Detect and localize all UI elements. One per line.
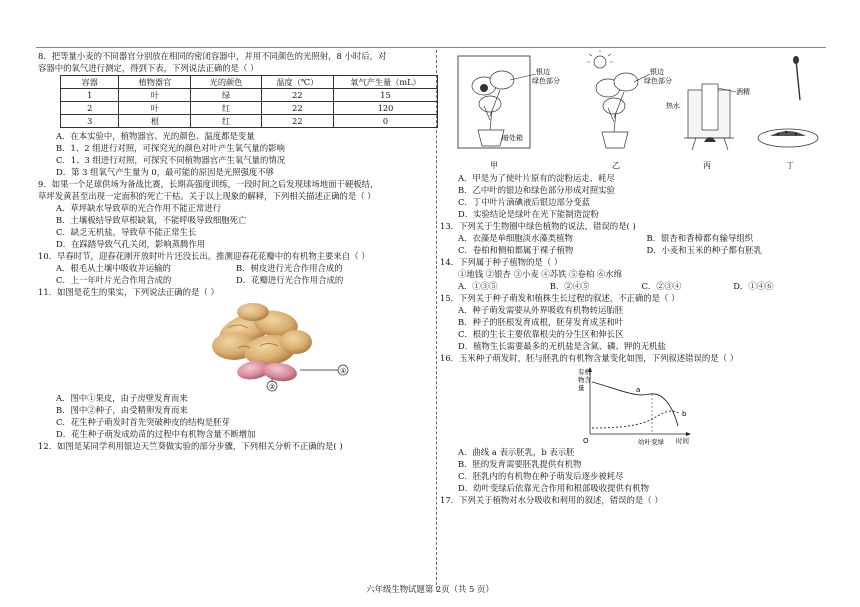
q13-option-d: D．小麦和玉米的种子都有胚乳: [646, 245, 763, 255]
question-8: [38, 50, 438, 178]
q8-table-header: [61, 76, 438, 89]
q16-option-c: C．胚乳内的有机物在种子萌发后逐步被耗尽: [458, 471, 624, 481]
question-17: [440, 494, 825, 506]
q17-stem: 17．下列关于植物对水分吸收和利用的叙述，错误的是（ ）: [440, 495, 663, 505]
peanut-shell: [212, 303, 312, 368]
table-cell: 0: [334, 115, 438, 128]
question-11: [38, 286, 438, 440]
q16-option-b: B．胚的发育需要胚乳提供有机物: [458, 459, 582, 469]
yi-label-silver: 银边: [650, 68, 664, 76]
q13-option-a: A．衣藻是单细胞淡水藻类植物: [458, 233, 573, 243]
curve-b-label: b: [682, 410, 687, 418]
q8-stem-line1: 8．把等量小麦的不同器官分别放在相同的密闭容器中，并用不同颜色的光照射，8 小时后，对: [38, 51, 387, 61]
jia-label-box: 暗处箱: [502, 134, 523, 142]
peanut-illustration: [38, 298, 438, 392]
q10-options-row1: [38, 262, 438, 274]
q8-option-c: C．1、3 组进行对照，可探究不同植物器官产生氧气量的情况: [56, 155, 286, 165]
q16-graph-figure: [440, 364, 825, 446]
graph-origin: O: [583, 437, 589, 445]
geranium-experiment-figure: [440, 50, 825, 172]
q8-col-header: 光的颜色: [191, 76, 261, 89]
label-2: ②: [269, 383, 276, 391]
table-cell: 15: [334, 89, 438, 102]
table-cell: 绿: [191, 89, 261, 102]
q11-option-a: A．图中①果皮，由子房壁发育而来: [56, 393, 188, 403]
bing-label-alcohol: 酒精: [736, 88, 750, 96]
peanut-figure: [38, 298, 438, 392]
q10-option-c: C．上一年叶片光合作用合成的: [56, 275, 172, 285]
graph-xlabel: 时间: [676, 437, 689, 445]
caption-yi: 乙: [612, 161, 620, 170]
q14-options: [440, 280, 825, 292]
question-10: [38, 250, 438, 286]
q8-table: [60, 75, 438, 128]
q9-stem-line2: 草坪发黄甚至出现一定面积的死亡干枯。关于以上现象的解释，下列相关描述正确的是（ ）: [38, 191, 376, 201]
question-12: [38, 440, 438, 452]
caption-ding: 丁: [786, 161, 794, 170]
experiment-illustration: [440, 50, 825, 172]
table-cell: 叶: [119, 102, 191, 115]
jia-label-green: 绿色部分: [532, 77, 560, 85]
q16-stem: 16．玉米种子萌发时，胚与胚乳的有机物含量变化如图，下列叙述错误的是（ ）: [440, 353, 739, 363]
q12-stem: 12．如图是某同学利用银边天竺葵做实验的部分步骤，下列相关分析不正确的是( ): [38, 441, 343, 451]
q13-option-b: B．银杏和香樟都有输导组织: [646, 233, 754, 243]
label-1: ①: [340, 367, 347, 375]
table-cell: 1: [61, 89, 119, 102]
table-cell: 根: [119, 115, 191, 128]
q13-stem: 13．下列关于生物圈中绿色植物的说法，错误的是( ): [440, 221, 636, 231]
q11-option-c: C．花生种子萌发时首先突破种皮的结构是胚芽: [56, 417, 230, 427]
q14-option-b: B．②④⑤: [549, 281, 590, 291]
q14-option-c: C．②③④: [641, 281, 682, 291]
q13-options-row1: [440, 232, 825, 244]
q15-option-c: C．根的生长主要依靠根尖的分生区和伸长区: [458, 329, 624, 339]
q12-option-c: C．丁中叶片滴碘液后银边部分变蓝: [458, 197, 591, 207]
q9-stem-line1: 9．如果一个足球供场为备战比赛，长期高强度训练，一段时间之后发现球场地面干硬板结，: [38, 179, 379, 189]
q12-option-b: B．乙中叶的银边和绿色部分形成对照实验: [458, 185, 615, 195]
question-9: [38, 178, 438, 250]
table-row: [61, 115, 438, 128]
step-bing: [666, 84, 750, 170]
right-column: [440, 50, 825, 506]
q10-option-a: A．根毛从土壤中吸收并运输的: [56, 263, 171, 273]
q8-col-header: 容器: [61, 76, 119, 89]
q10-option-d: D．花瓣进行光合作用合成的: [236, 275, 344, 285]
q8-col-header: 植物器官: [119, 76, 191, 89]
page-footer: 六年级生物试题第 2页（共 5 页）: [366, 584, 494, 594]
caption-jia: 甲: [490, 161, 498, 170]
q15-option-d: D．植物生长需要最多的无机盐是含氮、磷、钾的无机盐: [458, 341, 666, 351]
question-16: [440, 352, 825, 494]
question-15: [440, 292, 825, 352]
yi-label-green: 绿色部分: [644, 77, 672, 85]
table-cell: 22: [261, 115, 333, 128]
q9-option-d: D．在踩踏导致气孔关闭，影响蒸腾作用: [56, 239, 206, 249]
q10-option-b: B．树皮进行光合作用合成的: [236, 263, 343, 273]
q8-option-a: A．在本实验中，植物器官、光的颜色、温度都是变量: [56, 131, 255, 141]
q10-stem: 10．早春时节，迎春花刚开放时叶片还没长出。推测迎春花花瓣中的有机物主要来自（ ）: [38, 251, 370, 261]
q8-option-d: D．第 3 组氧气产生量为 0，最可能的原因是光照强度不够: [56, 167, 274, 177]
q9-option-c: C．缺乏无机盐，导致草不能正常生长: [56, 227, 197, 237]
q11-option-d: D．花生种子萌发成幼苗的过程中有机物含量不断增加: [56, 429, 256, 439]
q10-options-row2: [38, 274, 438, 286]
q14-stem: 14．下列属于种子植物的是（ ）: [440, 257, 563, 267]
graph-ylabel-3: 量: [578, 384, 585, 392]
q14-option-a: A．①③⑤: [458, 281, 498, 291]
q16-option-a: A．曲线 a 表示胚乳，b 表示胚: [458, 447, 575, 457]
q16-option-d: D．幼叶变绿后依靠光合作用和根部吸收提供有机物: [458, 483, 649, 493]
q14-items: ①地钱 ②银杏 ③小麦 ④苏铁 ⑤卷柏 ⑥水绵: [458, 269, 623, 279]
step-yi: [587, 50, 672, 170]
q11-stem: 11．如图是花生的果实，下列说法正确的是（ ）: [38, 287, 219, 297]
table-cell: 22: [261, 89, 333, 102]
question-13: [440, 220, 825, 256]
q8-option-b: B．1、2 组进行对照，可探究光的颜色对叶产生氧气量的影响: [56, 143, 285, 153]
q11-option-b: B．图中②种子，由受精卵发育而来: [56, 405, 188, 415]
table-cell: 120: [334, 102, 438, 115]
q9-option-a: A．草坪缺水导致草的光合作用不能正常进行: [56, 203, 222, 213]
q16-graph: [440, 364, 825, 446]
question-14: [440, 256, 825, 292]
curve-a-label: a: [636, 386, 641, 394]
table-cell: 22: [261, 102, 333, 115]
q8-col-header: 氧气产生量（mL）: [334, 76, 438, 89]
q13-options-row2: [440, 244, 825, 256]
graph-ylabel-1: 有机: [578, 368, 591, 376]
q12-option-d: D．实验结论是绿叶在光下能制造淀粉: [458, 209, 599, 219]
q9-option-b: B．土壤板结导致草根缺氧，不能呼吸导致细胞死亡: [56, 215, 247, 225]
bing-label-water: 热水: [666, 102, 680, 110]
q15-stem: 15．下列关于种子萌发和植株生长过程的叙述，不正确的是（ ）: [440, 293, 680, 303]
step-ding: [758, 56, 818, 170]
graph-ylabel-2: 物含: [578, 376, 591, 384]
table-cell: 2: [61, 102, 119, 115]
table-row: [61, 102, 438, 115]
q14-option-d: D．①④⑥: [733, 281, 774, 291]
table-cell: 叶: [119, 89, 191, 102]
left-column: [38, 50, 438, 452]
step-jia: [458, 56, 560, 170]
question-12-options: [440, 172, 825, 220]
graph-marker-label: 幼叶变绿: [638, 438, 664, 446]
table-cell: 红: [191, 102, 261, 115]
q15-option-b: B．种子的胚根发育成根，胚芽发育成茎和叶: [458, 317, 624, 327]
q13-option-c: C．卷柏和侧柏都属于裸子植物: [458, 245, 574, 255]
table-cell: 红: [191, 115, 261, 128]
caption-bing: 丙: [703, 161, 711, 170]
header-rule: [36, 47, 826, 48]
q8-col-header: 温度（℃）: [261, 76, 333, 89]
q15-option-a: A．种子萌发需要从外界吸收有机物转运胎胚: [458, 305, 624, 315]
q12-option-a: A．甲是为了使叶片原有的淀粉运走、耗尽: [458, 173, 615, 183]
q8-stem-line2: 容器中的氧气进行测定，得到下表，下列说法正确的是（ ）: [38, 63, 259, 73]
jia-label-silver: 银边: [536, 68, 550, 76]
table-cell: 3: [61, 115, 119, 128]
table-row: [61, 89, 438, 102]
